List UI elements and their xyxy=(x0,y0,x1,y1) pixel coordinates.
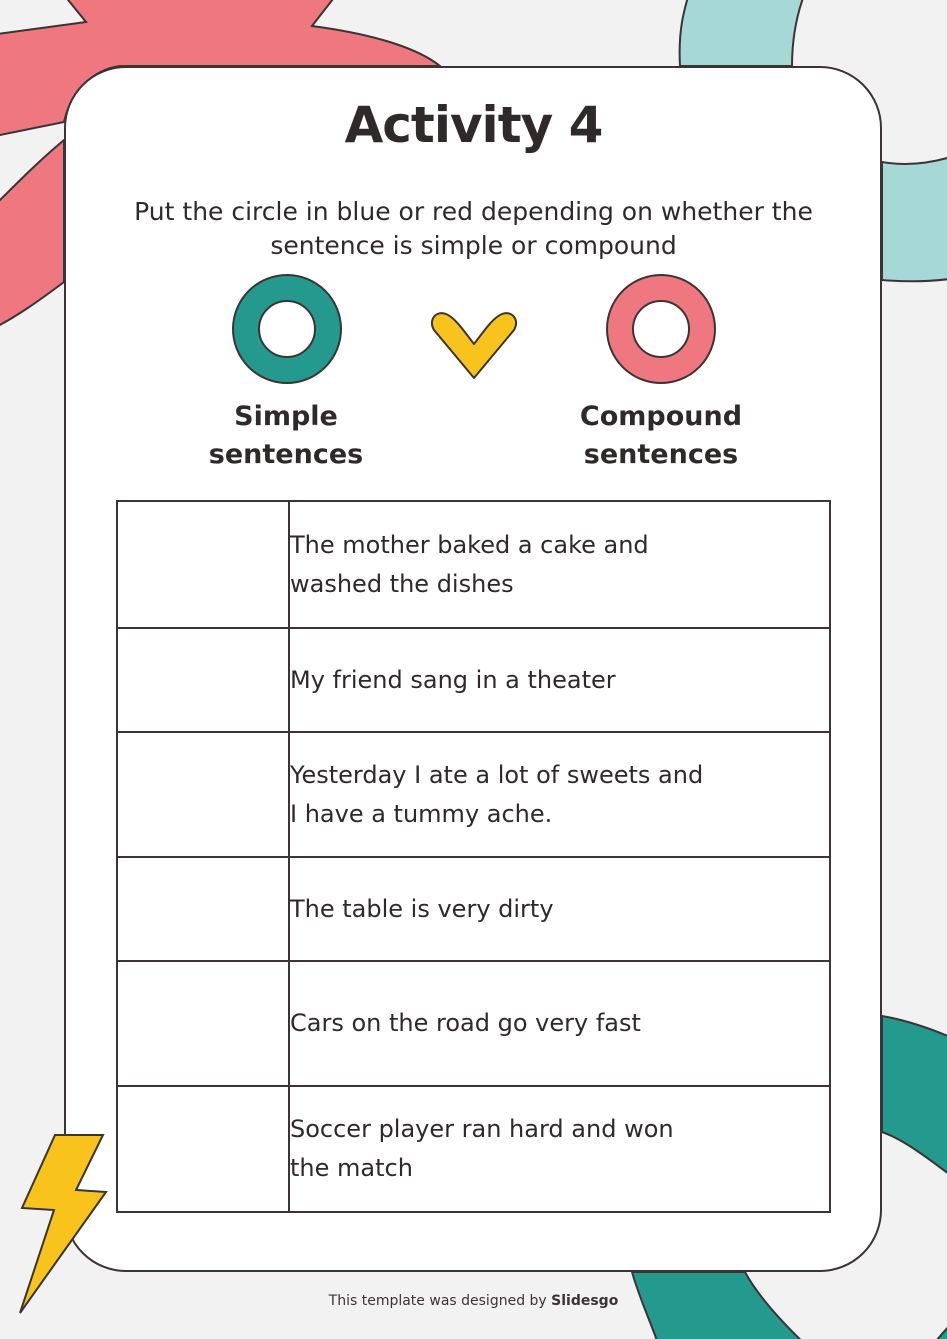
table-row xyxy=(117,857,830,961)
footer-credit: This template was designed by Slidesgo xyxy=(328,1293,619,1309)
page-title: Activity 4 xyxy=(344,96,603,154)
sentence-cell: The mother baked a cake and washed the dishes xyxy=(289,501,830,628)
answer-circle-cell[interactable] xyxy=(117,732,289,857)
sentence-cell: Soccer player ran hard and won the match xyxy=(289,1086,830,1212)
answer-circle-cell[interactable] xyxy=(117,1086,289,1212)
simple-sentences-label: Simple sentences xyxy=(208,401,364,470)
sentence-cell: Yesterday I ate a lot of sweets and I have a tummy ache. xyxy=(289,732,830,857)
answer-circle-cell[interactable] xyxy=(117,501,289,628)
table-row xyxy=(117,1086,830,1212)
slidesgo-brand: Slidesgo xyxy=(551,1293,619,1309)
compound-sentences-label: Compound sentences xyxy=(579,401,743,470)
light-teal-arc-decoration xyxy=(680,0,806,66)
answer-circle-cell[interactable] xyxy=(117,961,289,1086)
teal-ring-icon xyxy=(230,272,344,386)
lightning-bolt-icon xyxy=(18,1130,113,1320)
pink-band-decoration xyxy=(0,140,64,330)
answer-circle-cell[interactable] xyxy=(117,628,289,732)
table-row xyxy=(117,732,830,857)
heart-icon xyxy=(428,308,520,382)
answer-circle-cell[interactable] xyxy=(117,857,289,961)
light-teal-band-decoration xyxy=(882,155,947,281)
sentence-cell: My friend sang in a theater xyxy=(289,628,830,732)
table-row xyxy=(117,961,830,1086)
sentences-table xyxy=(116,500,831,1213)
table-row xyxy=(117,501,830,628)
teal-ring-decoration xyxy=(882,1016,947,1180)
sentence-cell: Cars on the road go very fast xyxy=(289,961,830,1086)
table-row xyxy=(117,628,830,732)
pink-ring-icon xyxy=(604,272,718,386)
instructions-text: Put the circle in blue or red depending on whether the sentence is simple or compound xyxy=(134,197,813,260)
sentence-cell: The table is very dirty xyxy=(289,857,830,961)
